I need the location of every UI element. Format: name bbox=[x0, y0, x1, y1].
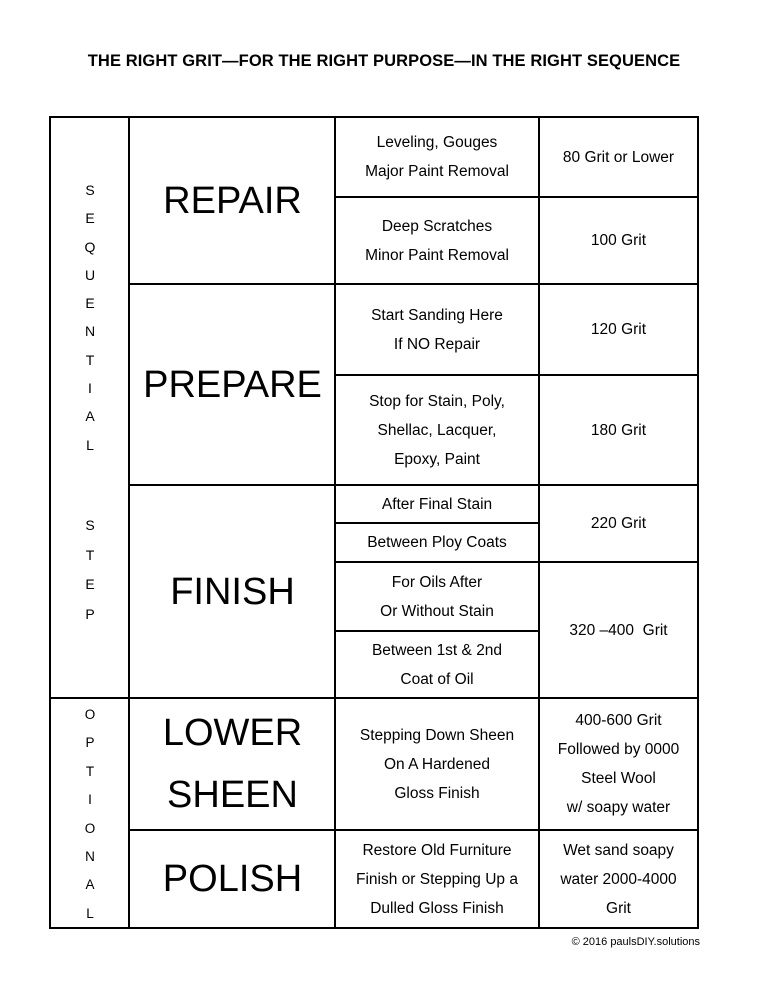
purpose-restore-old-furniture: Restore Old Furniture Finish or Stepping Up a Dulled Gloss Finish bbox=[356, 841, 518, 917]
side-letter: T bbox=[85, 763, 95, 779]
side-letter: T bbox=[85, 351, 95, 368]
category-repair: REPAIR bbox=[163, 179, 302, 222]
copyright-notice: © 2016 paulsDIY.solutions bbox=[571, 936, 700, 948]
category-finish: FINISH bbox=[170, 570, 295, 613]
purpose-stepping-down-sheen: Stepping Down Sheen On A Hardened Gloss Finish bbox=[359, 726, 515, 802]
grit-120: 120 Grit bbox=[590, 321, 647, 338]
grit-180: 180 Grit bbox=[590, 421, 647, 439]
side-letter: A bbox=[85, 877, 95, 893]
grit-80-or-lower: 80 Grit or Lower bbox=[562, 148, 675, 166]
side-letter: E bbox=[85, 295, 95, 312]
category-prepare: PREPARE bbox=[143, 363, 322, 406]
side-letter: T bbox=[85, 546, 95, 563]
page-title: THE RIGHT GRIT—FOR THE RIGHT PURPOSE—IN THE RIGHT SEQUENCE bbox=[87, 52, 681, 70]
side-letter: S bbox=[85, 182, 95, 198]
side-letter: P bbox=[85, 735, 95, 751]
side-letter: Q bbox=[84, 238, 96, 255]
side-letter: I bbox=[88, 380, 92, 397]
side-letter: A bbox=[85, 408, 95, 425]
side-letter: O bbox=[84, 820, 96, 836]
side-letter: E bbox=[85, 210, 95, 227]
purpose-start-sanding: Start Sanding Here If NO Repair bbox=[371, 306, 503, 353]
side-letter: S bbox=[85, 517, 95, 533]
side-section-divider bbox=[49, 697, 130, 699]
grit-400-600: 400-600 Grit Followed by 0000 Steel Wool w/ soapy water bbox=[557, 712, 680, 816]
grit-wet-sand: Wet sand soapy water 2000-4000 Grit bbox=[560, 841, 677, 917]
side-label-sequential bbox=[52, 176, 128, 459]
side-label-step bbox=[52, 511, 128, 629]
table-border-left bbox=[49, 116, 51, 929]
side-label-optional bbox=[52, 701, 128, 928]
purpose-for-oils: For Oils After Or Without Stain bbox=[380, 573, 494, 620]
purpose-deep-scratches: Deep Scratches Minor Paint Removal bbox=[365, 217, 509, 264]
side-letter: I bbox=[88, 792, 92, 808]
category-lower-sheen: LOWER SHEEN bbox=[162, 712, 303, 816]
side-letter: L bbox=[86, 436, 94, 453]
side-letter: N bbox=[84, 323, 96, 340]
column-divider-side bbox=[128, 116, 130, 929]
purpose-between-ploy-coats: Between Ploy Coats bbox=[367, 534, 507, 551]
purpose-between-oil-coats: Between 1st & 2nd Coat of Oil bbox=[371, 641, 503, 688]
category-polish: POLISH bbox=[162, 858, 303, 900]
purpose-after-final-stain: After Final Stain bbox=[381, 495, 493, 513]
grit-320-400: 320 –400 Grit bbox=[569, 621, 668, 639]
purpose-stop-for-stain: Stop for Stain, Poly, Shellac, Lacquer, Epoxy, Paint bbox=[369, 392, 505, 468]
purpose-leveling: Leveling, Gouges Major Paint Removal bbox=[365, 134, 509, 180]
side-letter: P bbox=[85, 605, 95, 622]
grit-220: 220 Grit bbox=[590, 515, 647, 532]
table-border-bottom bbox=[49, 927, 699, 929]
side-letter: L bbox=[86, 905, 94, 921]
side-letter: E bbox=[85, 576, 95, 592]
grit-100: 100 Grit bbox=[590, 232, 647, 249]
table-border-right bbox=[697, 116, 699, 929]
side-letter: O bbox=[84, 707, 96, 722]
side-letter: N bbox=[85, 849, 95, 865]
side-letter: U bbox=[84, 266, 96, 283]
